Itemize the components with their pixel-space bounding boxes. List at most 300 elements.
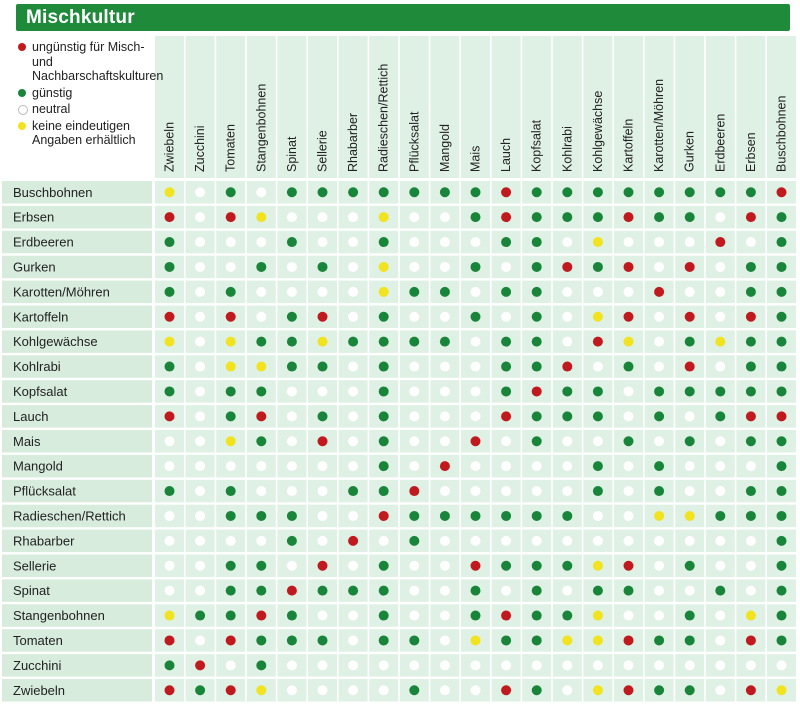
cell-dot-gunstig [532, 411, 542, 421]
cell-dot-gunstig [532, 212, 542, 222]
cell-dot-gunstig [226, 486, 236, 496]
cell-dot-gunstig [624, 187, 634, 197]
cell-dot-keine-angaben [593, 237, 603, 247]
cell-dot-gunstig [318, 187, 328, 197]
cell-dot-gunstig [593, 212, 603, 222]
cell-dot-ungunstig [165, 411, 175, 421]
cell-dot-neutral [440, 685, 450, 695]
cell-dot-neutral [471, 685, 481, 695]
cell-dot-gunstig [654, 486, 664, 496]
cell-dot-neutral [715, 611, 725, 621]
row-label: Kopfsalat [13, 383, 68, 399]
cell-dot-gunstig [501, 287, 511, 297]
cell-dot-ungunstig [562, 262, 572, 272]
cell-dot-gunstig [165, 486, 175, 496]
cell-dot-gunstig [501, 362, 511, 372]
cell-dot-neutral [440, 486, 450, 496]
cell-dot-neutral [654, 312, 664, 322]
cell-dot-ungunstig [226, 635, 236, 645]
cell-dot-gunstig [777, 312, 787, 322]
cell-dot-neutral [287, 660, 297, 670]
cell-dot-neutral [715, 287, 725, 297]
cell-dot-ungunstig [195, 660, 205, 670]
cell-dot-neutral [256, 287, 266, 297]
cell-dot-neutral [471, 461, 481, 471]
cell-dot-ungunstig [379, 511, 389, 521]
cell-dot-neutral [746, 660, 756, 670]
cell-dot-ungunstig [256, 411, 266, 421]
cell-dot-gunstig [562, 511, 572, 521]
legend-dot-white [18, 105, 28, 115]
cell-dot-ungunstig [165, 212, 175, 222]
row-label: Kohlgewächse [13, 334, 98, 350]
cell-dot-gunstig [746, 187, 756, 197]
cell-dot-neutral [501, 486, 511, 496]
cell-dot-neutral [195, 411, 205, 421]
cell-dot-neutral [715, 461, 725, 471]
cell-dot-neutral [165, 461, 175, 471]
cell-dot-ungunstig [501, 411, 511, 421]
row-label: Pflücksalat [13, 483, 76, 499]
cell-dot-ungunstig [226, 212, 236, 222]
cell-dot-neutral [165, 561, 175, 571]
cell-dot-neutral [195, 262, 205, 272]
cell-dot-gunstig [256, 586, 266, 596]
column-label: Sellerie [315, 130, 330, 172]
row-label: Mais [13, 433, 41, 449]
cell-dot-gunstig [685, 685, 695, 695]
cell-dot-keine-angaben [379, 287, 389, 297]
cell-dot-gunstig [471, 187, 481, 197]
cell-dot-neutral [195, 561, 205, 571]
legend-dot-red [18, 43, 26, 51]
cell-dot-neutral [501, 586, 511, 596]
cell-dot-ungunstig [562, 362, 572, 372]
cell-dot-gunstig [256, 660, 266, 670]
cell-dot-keine-angaben [256, 685, 266, 695]
cell-dot-gunstig [409, 187, 419, 197]
cell-dot-gunstig [654, 187, 664, 197]
cell-dot-gunstig [287, 362, 297, 372]
cell-dot-neutral [440, 635, 450, 645]
cell-dot-ungunstig [165, 685, 175, 695]
cell-dot-neutral [562, 436, 572, 446]
cell-dot-neutral [440, 386, 450, 396]
cell-dot-keine-angaben [226, 436, 236, 446]
cell-dot-neutral [195, 312, 205, 322]
cell-dot-neutral [318, 511, 328, 521]
cell-dot-gunstig [318, 411, 328, 421]
legend-text: neutral [32, 102, 71, 116]
cell-dot-gunstig [777, 337, 787, 347]
cell-dot-neutral [348, 287, 358, 297]
cell-dot-gunstig [777, 586, 787, 596]
cell-dot-gunstig [532, 436, 542, 446]
cell-dot-gunstig [348, 486, 358, 496]
cell-dot-neutral [256, 536, 266, 546]
legend-text: keine eindeutigen Angaben erhältlich [32, 118, 136, 147]
cell-dot-gunstig [746, 337, 756, 347]
cell-dot-gunstig [715, 187, 725, 197]
cell-dot-neutral [348, 386, 358, 396]
cell-dot-gunstig [624, 586, 634, 596]
cell-dot-neutral [440, 536, 450, 546]
cell-dot-keine-angaben [593, 685, 603, 695]
cell-dot-neutral [318, 660, 328, 670]
cell-dot-neutral [195, 362, 205, 372]
cell-dot-neutral [409, 660, 419, 670]
cell-dot-gunstig [440, 337, 450, 347]
cell-dot-neutral [593, 287, 603, 297]
cell-dot-neutral [195, 436, 205, 446]
cell-dot-gunstig [256, 337, 266, 347]
cell-dot-gunstig [256, 386, 266, 396]
cell-dot-neutral [409, 561, 419, 571]
cell-dot-gunstig [685, 187, 695, 197]
cell-dot-gunstig [165, 262, 175, 272]
cell-dot-gunstig [685, 611, 695, 621]
cell-dot-neutral [287, 685, 297, 695]
cell-dot-keine-angaben [256, 362, 266, 372]
cell-dot-gunstig [165, 386, 175, 396]
cell-dot-gunstig [409, 337, 419, 347]
cell-dot-gunstig [777, 262, 787, 272]
cell-dot-neutral [685, 486, 695, 496]
cell-dot-neutral [195, 187, 205, 197]
cell-dot-neutral [562, 337, 572, 347]
cell-dot-gunstig [256, 561, 266, 571]
cell-dot-neutral [685, 461, 695, 471]
cell-dot-gunstig [777, 611, 787, 621]
column-label: Pflücksalat [407, 111, 422, 172]
cell-dot-gunstig [593, 386, 603, 396]
cell-dot-neutral [746, 536, 756, 546]
cell-dot-neutral [409, 411, 419, 421]
cell-dot-gunstig [746, 436, 756, 446]
cell-dot-ungunstig [777, 187, 787, 197]
cell-dot-neutral [256, 187, 266, 197]
cell-dot-neutral [379, 685, 389, 695]
cell-dot-neutral [562, 586, 572, 596]
cell-dot-neutral [256, 486, 266, 496]
cell-dot-neutral [715, 635, 725, 645]
cell-dot-gunstig [287, 536, 297, 546]
cell-dot-gunstig [532, 312, 542, 322]
column-label: Stangenbohnen [254, 83, 269, 172]
cell-dot-gunstig [226, 187, 236, 197]
cell-dot-neutral [501, 461, 511, 471]
cell-dot-gunstig [715, 386, 725, 396]
cell-dot-gunstig [501, 237, 511, 247]
cell-dot-neutral [715, 561, 725, 571]
cell-dot-keine-angaben [593, 611, 603, 621]
cell-dot-gunstig [287, 611, 297, 621]
cell-dot-neutral [379, 536, 389, 546]
cell-dot-gunstig [471, 611, 481, 621]
cell-dot-gunstig [318, 635, 328, 645]
row-label: Lauch [13, 408, 49, 424]
cell-dot-neutral [226, 262, 236, 272]
cell-dot-gunstig [654, 386, 664, 396]
cell-dot-neutral [287, 486, 297, 496]
cell-dot-neutral [685, 287, 695, 297]
cell-dot-neutral [685, 536, 695, 546]
cell-dot-gunstig [685, 436, 695, 446]
cell-dot-gunstig [654, 411, 664, 421]
cell-dot-gunstig [562, 561, 572, 571]
column-label: Mangold [437, 124, 452, 172]
cell-dot-gunstig [746, 287, 756, 297]
legend-item-yellow [18, 119, 153, 148]
cell-dot-neutral [471, 536, 481, 546]
cell-dot-neutral [501, 312, 511, 322]
cell-dot-gunstig [624, 436, 634, 446]
cell-dot-neutral [440, 586, 450, 596]
cell-dot-gunstig [562, 187, 572, 197]
cell-dot-neutral [318, 611, 328, 621]
cell-dot-neutral [226, 237, 236, 247]
cell-dot-keine-angaben [226, 337, 236, 347]
cell-dot-neutral [409, 237, 419, 247]
cell-dot-neutral [409, 312, 419, 322]
cell-dot-neutral [715, 685, 725, 695]
cell-dot-neutral [624, 486, 634, 496]
cell-dot-gunstig [746, 511, 756, 521]
cell-dot-gunstig [501, 561, 511, 571]
cell-dot-neutral [501, 436, 511, 446]
cell-dot-gunstig [409, 685, 419, 695]
cell-dot-neutral [532, 461, 542, 471]
cell-dot-ungunstig [746, 685, 756, 695]
cell-dot-ungunstig [501, 187, 511, 197]
cell-dot-neutral [654, 660, 664, 670]
cell-dot-ungunstig [624, 312, 634, 322]
cell-dot-gunstig [501, 386, 511, 396]
cell-dot-neutral [654, 536, 664, 546]
column-label: Rhabarber [346, 112, 361, 172]
cell-dot-neutral [287, 411, 297, 421]
cell-dot-neutral [409, 461, 419, 471]
cell-dot-gunstig [532, 287, 542, 297]
cell-dot-gunstig [226, 511, 236, 521]
cell-dot-ungunstig [624, 262, 634, 272]
cell-dot-neutral [593, 362, 603, 372]
cell-dot-ungunstig [287, 586, 297, 596]
cell-dot-keine-angaben [165, 337, 175, 347]
cell-dot-neutral [715, 536, 725, 546]
cell-dot-neutral [471, 337, 481, 347]
cell-dot-gunstig [746, 262, 756, 272]
cell-dot-gunstig [226, 611, 236, 621]
cell-dot-neutral [501, 536, 511, 546]
cell-dot-ungunstig [746, 212, 756, 222]
cell-dot-neutral [593, 536, 603, 546]
legend-item-green [18, 86, 153, 101]
cell-dot-neutral [746, 586, 756, 596]
cell-dot-neutral [195, 337, 205, 347]
cell-dot-ungunstig [685, 262, 695, 272]
cell-dot-gunstig [379, 312, 389, 322]
cell-dot-keine-angaben [226, 362, 236, 372]
cell-dot-gunstig [379, 611, 389, 621]
cell-dot-neutral [195, 586, 205, 596]
cell-dot-keine-angaben [593, 312, 603, 322]
cell-dot-neutral [165, 586, 175, 596]
cell-dot-gunstig [287, 312, 297, 322]
cell-dot-neutral [318, 685, 328, 695]
cell-dot-neutral [624, 511, 634, 521]
cell-dot-gunstig [777, 212, 787, 222]
cell-dot-gunstig [256, 511, 266, 521]
cell-dot-neutral [440, 312, 450, 322]
column-label: Kopfsalat [529, 119, 544, 172]
cell-dot-neutral [195, 237, 205, 247]
cell-dot-gunstig [715, 586, 725, 596]
legend-text: günstig [32, 85, 73, 100]
cell-dot-neutral [348, 312, 358, 322]
cell-dot-neutral [348, 461, 358, 471]
cell-dot-gunstig [654, 635, 664, 645]
cell-dot-gunstig [593, 486, 603, 496]
cell-dot-neutral [409, 212, 419, 222]
cell-dot-gunstig [532, 635, 542, 645]
cell-dot-gunstig [532, 337, 542, 347]
cell-dot-neutral [471, 411, 481, 421]
cell-dot-gunstig [318, 262, 328, 272]
cell-dot-gunstig [379, 362, 389, 372]
cell-dot-neutral [624, 611, 634, 621]
row-label: Gurken [13, 259, 56, 275]
cell-dot-keine-angaben [379, 212, 389, 222]
cell-dot-gunstig [440, 187, 450, 197]
cell-dot-neutral [471, 386, 481, 396]
cell-dot-neutral [440, 436, 450, 446]
cell-dot-gunstig [226, 561, 236, 571]
cell-dot-gunstig [501, 511, 511, 521]
cell-dot-gunstig [532, 262, 542, 272]
cell-dot-gunstig [777, 362, 787, 372]
cell-dot-neutral [409, 611, 419, 621]
cell-dot-neutral [562, 461, 572, 471]
cell-dot-neutral [195, 635, 205, 645]
cell-dot-neutral [440, 411, 450, 421]
cell-dot-gunstig [532, 611, 542, 621]
cell-dot-gunstig [379, 635, 389, 645]
cell-dot-neutral [195, 486, 205, 496]
cell-dot-neutral [562, 685, 572, 695]
cell-dot-gunstig [532, 511, 542, 521]
cell-dot-neutral [287, 461, 297, 471]
cell-dot-neutral [348, 561, 358, 571]
cell-dot-gunstig [471, 312, 481, 322]
cell-dot-neutral [471, 660, 481, 670]
cell-dot-keine-angaben [777, 685, 787, 695]
cell-dot-keine-angaben [624, 337, 634, 347]
cell-dot-neutral [562, 536, 572, 546]
cell-dot-neutral [654, 337, 664, 347]
legend-text: ungünstig für Misch- und Nachbarschaftskulturen [32, 40, 164, 83]
cell-dot-gunstig [777, 511, 787, 521]
cell-dot-neutral [440, 611, 450, 621]
cell-dot-gunstig [379, 386, 389, 396]
cell-dot-neutral [195, 511, 205, 521]
cell-dot-gunstig [685, 635, 695, 645]
cell-dot-gunstig [562, 611, 572, 621]
cell-dot-neutral [440, 262, 450, 272]
cell-dot-gunstig [777, 287, 787, 297]
cell-dot-neutral [348, 212, 358, 222]
cell-dot-gunstig [685, 386, 695, 396]
cell-dot-gunstig [532, 187, 542, 197]
cell-dot-gunstig [256, 262, 266, 272]
column-label: Mais [468, 145, 483, 172]
cell-dot-neutral [624, 287, 634, 297]
cell-dot-ungunstig [501, 685, 511, 695]
cell-dot-neutral [195, 536, 205, 546]
column-label: Erbsen [743, 132, 758, 172]
cell-dot-gunstig [777, 536, 787, 546]
cell-dot-neutral [654, 611, 664, 621]
cell-dot-neutral [287, 386, 297, 396]
cell-dot-neutral [318, 536, 328, 546]
cell-dot-neutral [348, 685, 358, 695]
cell-dot-gunstig [379, 237, 389, 247]
cell-dot-gunstig [471, 212, 481, 222]
cell-dot-ungunstig [256, 611, 266, 621]
cell-dot-neutral [471, 287, 481, 297]
cell-dot-gunstig [379, 561, 389, 571]
cell-dot-ungunstig [501, 611, 511, 621]
cell-dot-neutral [318, 386, 328, 396]
cell-dot-keine-angaben [654, 511, 664, 521]
cell-dot-ungunstig [624, 561, 634, 571]
cell-dot-neutral [348, 635, 358, 645]
cell-dot-gunstig [165, 660, 175, 670]
cell-dot-ungunstig [165, 312, 175, 322]
cell-dot-keine-angaben [318, 337, 328, 347]
cell-dot-gunstig [379, 436, 389, 446]
cell-dot-neutral [593, 436, 603, 446]
cell-dot-gunstig [379, 187, 389, 197]
cell-dot-neutral [195, 287, 205, 297]
cell-dot-ungunstig [440, 461, 450, 471]
cell-dot-neutral [532, 486, 542, 496]
cell-dot-gunstig [593, 411, 603, 421]
cell-dot-gunstig [287, 237, 297, 247]
cell-dot-gunstig [471, 511, 481, 521]
cell-dot-ungunstig [685, 362, 695, 372]
cell-dot-gunstig [287, 187, 297, 197]
row-label: Radieschen/Rettich [13, 508, 126, 524]
cell-dot-keine-angaben [715, 337, 725, 347]
cell-dot-gunstig [379, 337, 389, 347]
cell-dot-neutral [501, 262, 511, 272]
cell-dot-neutral [287, 561, 297, 571]
cell-dot-neutral [409, 436, 419, 446]
cell-dot-neutral [715, 362, 725, 372]
row-label: Tomaten [13, 632, 63, 648]
column-label: Zucchini [193, 125, 208, 172]
row-label: Buschbohnen [13, 184, 93, 200]
cell-dot-neutral [654, 262, 664, 272]
cell-dot-ungunstig [501, 212, 511, 222]
cell-dot-ungunstig [715, 237, 725, 247]
cell-dot-neutral [287, 436, 297, 446]
cell-dot-gunstig [379, 411, 389, 421]
cell-dot-neutral [685, 660, 695, 670]
legend-item-white [18, 102, 153, 117]
cell-dot-neutral [562, 312, 572, 322]
